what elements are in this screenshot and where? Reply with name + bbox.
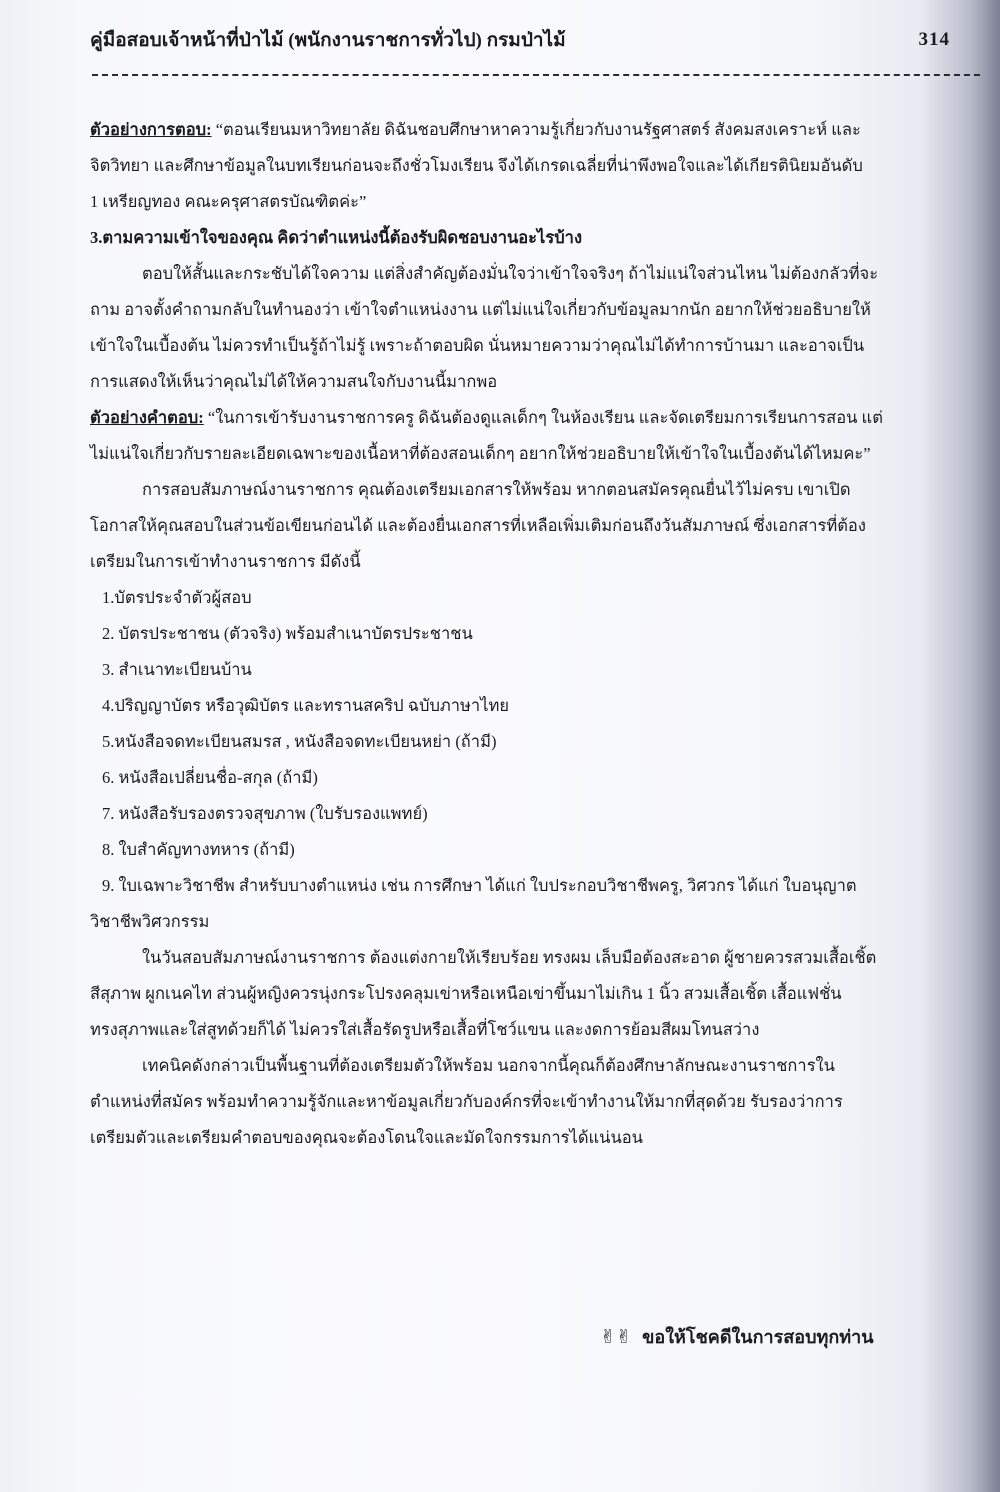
paragraph-line: ในวันสอบสัมภาษณ์งานราชการ ต้องแต่งกายให้เรียบร้อย ทรงผม เล็บมือต้องสะอาด ผู้ชายควรสวมเสื้อเชิ้ต [142, 948, 877, 967]
paragraph-line: จิตวิทยา และศึกษาข้อมูลในบทเรียนก่อนจะถึงชั่วโมงเรียน จึงได้เกรดเฉลี่ยที่น่าพึงพอใจและได้เกียรตินิยมอันดับ [90, 156, 863, 175]
paragraph-line: ไม่แน่ใจเกี่ยวกับรายละเอียดเฉพาะของเนื้อหาที่ต้องสอนเด็กๆ อยากให้ช่วยอธิบายให้เข้าใจในเบื้องต้นได้ไหมคะ” [90, 444, 871, 463]
closing-text: ขอให้โชคดีในการสอบทุกท่าน [642, 1327, 874, 1348]
example-answer-label: ตัวอย่างคำตอบ: [90, 408, 204, 427]
documents-intro [90, 472, 960, 580]
paragraph-line: ตอบให้สั้นและกระชับได้ใจความ แต่สิ่งสำคัญต้องมั่นใจว่าเข้าใจจริงๆ ถ้าไม่แน่ใจส่วนไหน ไม่ต้องกลัวที่จะ [142, 264, 879, 283]
paragraph-line: ตัวอย่างคำตอบ: “ในการเข้ารับงานราชการครู ดิฉันต้องดูแลเด็กๆ ในห้องเรียน และจัดเตรียมการเรียนการสอน แต่ [90, 408, 883, 427]
list-item: 1.บัตรประจำตัวผู้สอบ [102, 588, 252, 607]
paragraph-line: โอกาสให้คุณสอบในส่วนข้อเขียนก่อนได้ และต้องยื่นเอกสารที่เหลือเพิ่มเติมก่อนถึงวันสัมภาษณ์ ซึ่งเอกสารที่ต้อง [90, 516, 866, 535]
dashed-separator [92, 74, 980, 76]
page-number: 314 [918, 29, 950, 50]
example-answer-label: ตัวอย่างการตอบ: [90, 120, 212, 139]
paragraph-line: การสอบสัมภาษณ์งานราชการ คุณต้องเตรียมเอกสารให้พร้อม หากตอนสมัครคุณยื่นไว้ไม่ครบ เขาเปิด [142, 480, 851, 499]
example-answer-2 [90, 400, 960, 472]
list-item: 6. หนังสือเปลี่ยนชื่อ-สกุล (ถ้ามี) [102, 768, 318, 787]
paragraph-line: ทรงสุภาพและใส่สูทด้วยก็ได้ ไม่ควรใส่เสื้อรัดรูปหรือเสื้อที่โชว์แขน และงดการย้อมสีผมโทนสว่าง [90, 1020, 760, 1039]
list-item: 8. ใบสำคัญทางทหาร (ถ้ามี) [102, 840, 295, 859]
dress-code-paragraph [90, 940, 960, 1048]
paragraph-line: ตัวอย่างการตอบ: “ตอนเรียนมหาวิทยาลัย ดิฉันชอบศึกษาหาความรู้เกี่ยวกับงานรัฐศาสตร์ สังคมสงเคราะห์ และ [90, 120, 861, 139]
list-item-continuation: วิชาชีพวิศวกรรม [90, 912, 210, 931]
paragraph-line: การแสดงให้เห็นว่าคุณไม่ได้ให้ความสนใจกับงานนี้มากพอ [90, 372, 498, 391]
book-title: คู่มือสอบเจ้าหน้าที่ป่าไม้ (พนักงานราชการทั่วไป) กรมป่าไม้ [90, 30, 566, 51]
list-item: 4.ปริญญาบัตร หรือวุฒิบัตร และทรานสคริป ฉบับภาษาไทย [102, 696, 510, 715]
list-item: 2. บัตรประชาชน (ตัวจริง) พร้อมสำเนาบัตรประชาชน [102, 624, 473, 643]
victory-hand-icon: ✌✌ [600, 1326, 632, 1348]
list-item: 5.หนังสือจดทะเบียนสมรส , หนังสือจดทะเบียนหย่า (ถ้ามี) [102, 732, 497, 751]
technique-paragraph [90, 1048, 960, 1156]
paragraph-line: เทคนิคดังกล่าวเป็นพื้นฐานที่ต้องเตรียมตัวให้พร้อม นอกจากนี้คุณก็ต้องศึกษาลักษณะงานราชการใน [142, 1056, 835, 1075]
paragraph-line: เตรียมในการเข้าทำงานราชการ มีดังนี้ [90, 552, 361, 571]
list-item: 7. หนังสือรับรองตรวจสุขภาพ (ใบรับรองแพทย์) [102, 804, 428, 823]
question-heading: 3.ตามความเข้าใจของคุณ คิดว่าตำแหน่งนี้ต้องรับผิดชอบงานอะไรบ้าง [90, 228, 583, 247]
page-content [90, 112, 960, 1156]
question-3-section [90, 220, 960, 400]
documents-list [90, 580, 960, 940]
paragraph-line: ตำแหน่งที่สมัคร พร้อมทำความรู้จักและหาข้อมูลเกี่ยวกับองค์กรที่จะเข้าทำงานให้มากที่สุดด้วย รับรองว่าการ [90, 1092, 843, 1111]
page-header [90, 20, 950, 60]
list-item: 3. สำเนาทะเบียนบ้าน [102, 660, 252, 679]
paragraph-line: เตรียมตัวและเตรียมคำตอบของคุณจะต้องโดนใจและมัดใจกรรมการได้แน่นอน [90, 1128, 643, 1147]
example-answer-1 [90, 112, 960, 220]
paragraph-line: 1 เหรียญทอง คณะครุศาสตรบัณฑิตค่ะ” [90, 192, 367, 211]
paragraph-line: ถาม อาจตั้งคำถามกลับในทำนองว่า เข้าใจตำแหน่งงาน แต่ไม่แน่ใจเกี่ยวกับข้อมูลมากนัก อยากให้ช่วยอธิบายให้ [90, 300, 871, 319]
list-item: 9. ใบเฉพาะวิชาชีพ สำหรับบางตำแหน่ง เช่น การศึกษา ได้แก่ ใบประกอบวิชาชีพครู, วิศวกร ได้แก่ ใบอนุญาต [102, 876, 857, 895]
paragraph-line: เข้าใจในเบื้องต้น ไม่ควรทำเป็นรู้ถ้าไม่รู้ เพราะถ้าตอบผิด นั่นหมายความว่าคุณไม่ได้ทำการบ้านมา และอาจเป็น [90, 336, 865, 355]
paragraph-line: สีสุภาพ ผูกเนคไท ส่วนผู้หญิงควรนุ่งกระโปรงคลุมเข่าหรือเหนือเข่าขึ้นมาไม่เกิน 1 นิ้ว สวมเสื้อเชิ้ต เสื้อแฟชั่น [90, 984, 842, 1003]
closing-message [600, 1322, 874, 1351]
